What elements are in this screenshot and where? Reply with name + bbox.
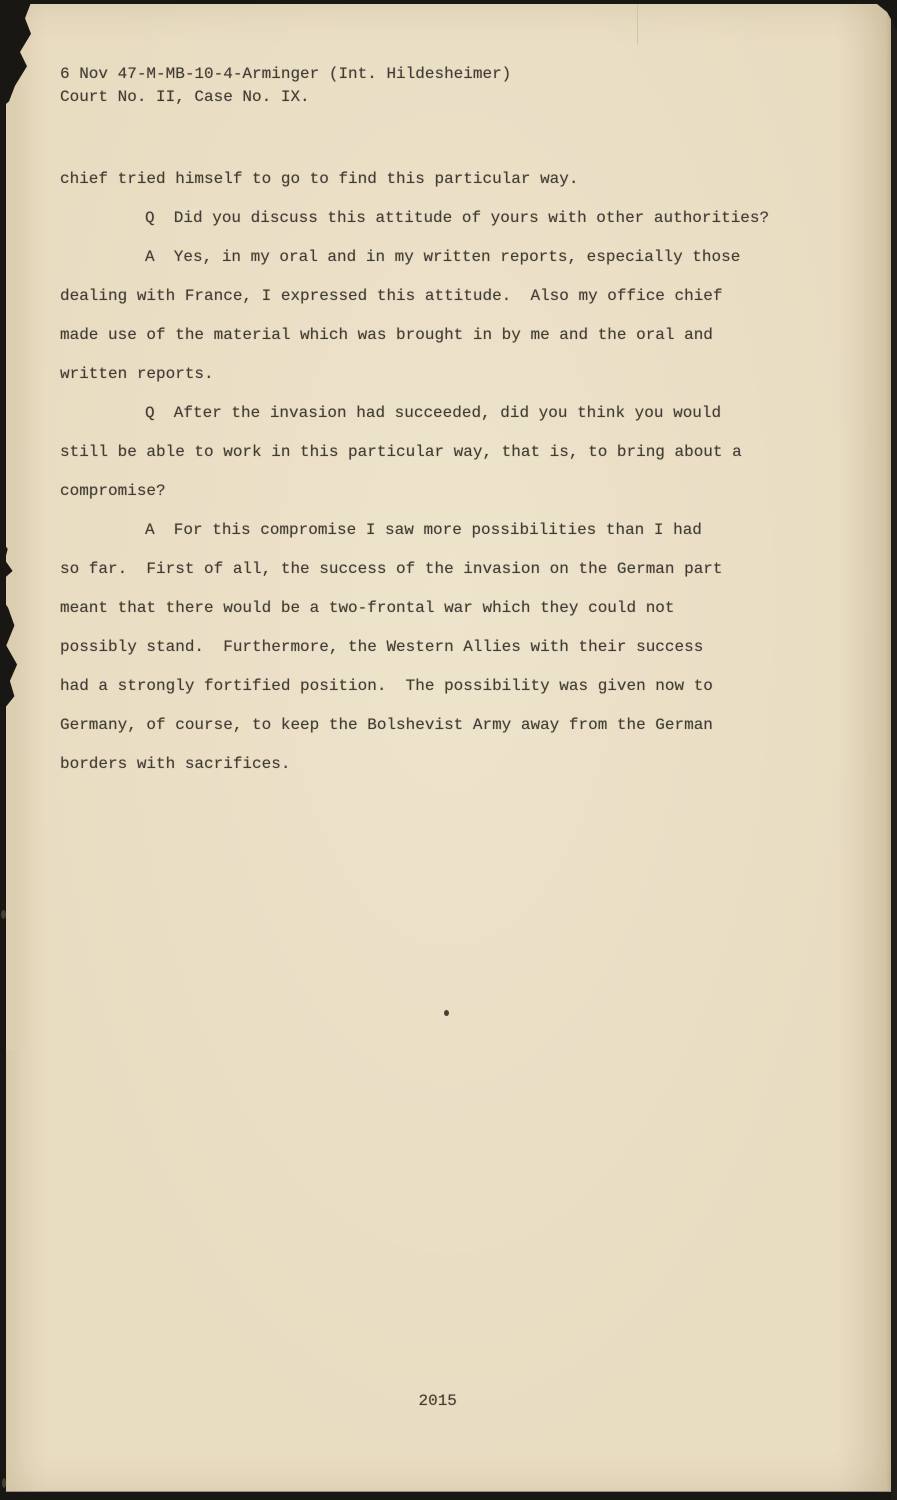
scan-edge-bottom (0, 1492, 897, 1500)
transcript-line: A For this compromise I saw more possibilities than I had (145, 521, 702, 539)
scan-edge-right (891, 0, 897, 1500)
transcript-line: written reports. (60, 365, 214, 383)
ink-speck (444, 1010, 449, 1016)
transcript-body (60, 160, 860, 784)
transcript-line: borders with sacrifices. (60, 755, 291, 773)
transcript-line: dealing with France, I expressed this attitude. Also my office chief (60, 287, 723, 305)
header-line: 6 Nov 47-M-MB-10-4-Arminger (Int. Hildesheimer) (60, 65, 512, 83)
transcript-line: Q Did you discuss this attitude of yours with other authorities? (145, 209, 770, 227)
transcript-line: so far. First of all, the success of the invasion on the German part (60, 560, 723, 578)
transcript-line: A Yes, in my oral and in my written reports, especially those (145, 248, 741, 266)
header-line: Court No. II, Case No. IX. (60, 88, 310, 106)
document-header (60, 63, 511, 109)
page-number-value: 2015 (418, 1392, 457, 1410)
transcript-line: had a strongly fortified position. The possibility was given now to (60, 677, 713, 695)
ink-speck (1, 910, 6, 919)
transcript-line: possibly stand. Furthermore, the Western Allies with their success (60, 638, 704, 656)
transcript-line: made use of the material which was brought in by me and the oral and (60, 326, 713, 344)
scan-edge-left (0, 0, 6, 1500)
transcript-line: still be able to work in this particular way, that is, to bring about a (60, 443, 742, 461)
transcript-line: Germany, of course, to keep the Bolshevist Army away from the German (60, 716, 713, 734)
transcript-line: Q After the invasion had succeeded, did you think you would (145, 404, 722, 422)
ink-speck (2, 1478, 6, 1488)
transcript-line: compromise? (60, 482, 166, 500)
transcript-line: meant that there would be a two-frontal war which they could not (60, 599, 675, 617)
page-number (0, 1362, 867, 1440)
scan-edge-top (0, 0, 897, 4)
transcript-line: chief tried himself to go to find this particular way. (60, 170, 579, 188)
paper-crease-line (637, 3, 638, 45)
